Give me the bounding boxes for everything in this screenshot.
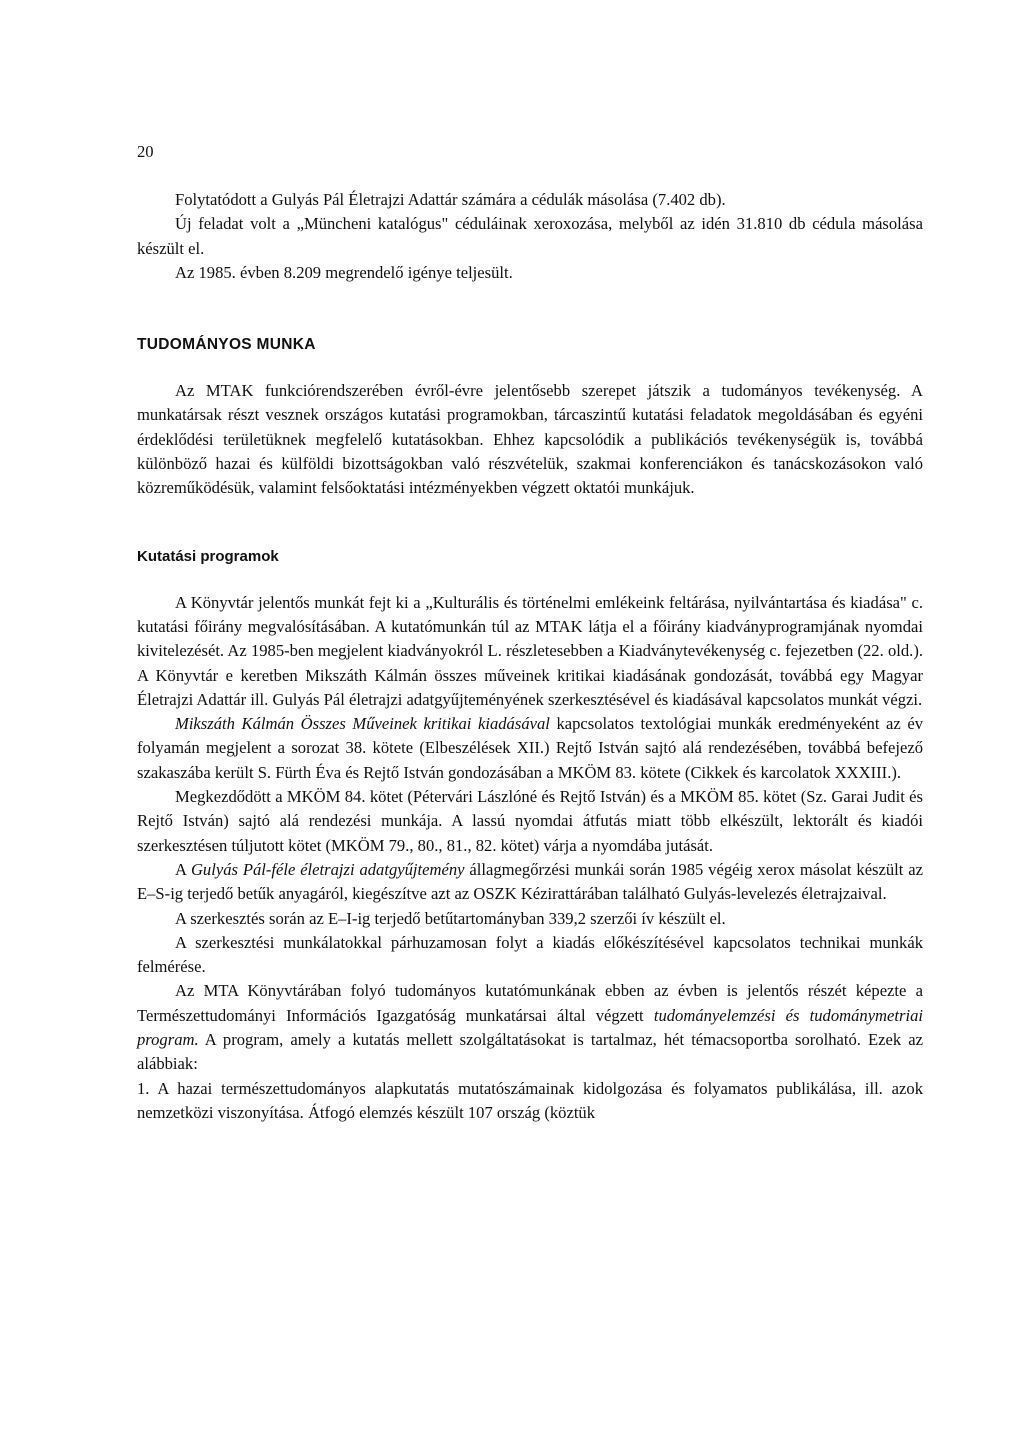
page-number: 20 xyxy=(137,142,154,161)
intro-paragraph-2: Új feladat volt a „Müncheni katalógus" céduláinak xeroxozása, melyből az idén 31.810 db cédula másolása készült el. xyxy=(137,214,923,258)
spacer xyxy=(137,357,923,379)
kutatasi-paragraph-6: A szerkesztési munkálatokkal párhuzamosan folyt a kiadás előkészítésével kapcsolatos technikai munkák felmérése. xyxy=(137,932,923,977)
spacer xyxy=(137,569,923,591)
kutatasi-section xyxy=(137,591,923,1126)
list-item-1: 1. A hazai természettudományos alapkutatás mutatószámainak kidolgozása és folyamatos publikálása, ill. azok nemzetközi viszonyítása. Átfogó elemzés készült 107 ország (köztük xyxy=(137,1078,923,1122)
page-body xyxy=(137,140,923,1125)
kutatasi-paragraph-3: Megkezdődött a MKÖM 84. kötet (Pétervári Lászlóné és Rejtő István) és a MKÖM 85. kötet (Sz. Garai Judit és Rejtő István) sajtó alá rendezési munkája. A lassú nyomdai átfutás miatt több elkészült, lektorált és kiadói szerkesztésen túljutott kötet (MKÖM 79., 80., 81., 82. kötet) várja a nyomdába jutását. xyxy=(137,787,923,855)
paragraph-text: A xyxy=(175,859,191,879)
intro-paragraph-3: Az 1985. évben 8.209 megrendelő igénye teljesült. xyxy=(175,262,513,282)
section-heading-tudomanyos-munka: TUDOMÁNYOS MUNKA xyxy=(137,336,316,354)
intro-paragraph-1: Folytatódott a Gulyás Pál Életrajzi Adattár számára a cédulák másolása (7.402 db). xyxy=(175,190,726,209)
italic-program-name: tudományelemzési és tudománymetriai program. xyxy=(137,1005,923,1050)
tudomanyos-paragraph: Az MTAK funkciórendszerében évről-évre jelentősebb szerepet játszik a tudományos tevékenység. A munkatársak részt vesznek országos kutatási programokban, tárcaszintű kutatási feladatok megoldásában és egyéni érdeklődési területüknek megfelelő kutatásokban. Ehhez kapcsolódik a publikációs tevékenységük is, továbbá különböző hazai és külföldi bizottságokban való részvételük, szakmai konferenciákon és tanácskozásokon való közreműködésük, valamint felsőoktatási intézményekben végzett oktatói munkájuk. xyxy=(137,381,923,498)
paragraph-text: állagmegőrzési munkái során 1985 végéig xerox másolat készült az E–S-ig terjedő betűk anyagáról, kiegészítve azt az OSZK Kézirattárában található Gulyás-levelezés életrajzaival. xyxy=(137,859,923,904)
paragraph-text: Az MTA Könyvtárában folyó tudományos kutatómunkának ebben az évben is jelentős részét képezte a Természettudományi Információs Igazgatóság munkatársai által végzett xyxy=(137,981,923,1025)
kutatasi-paragraph-1: A Könyvtár jelentős munkát fejt ki a „Kulturális és történelmi emlékeink feltárása, nyilvántartása és kiadása" c. kutatási főirány megvalósításában. A kutatómunkán túl az MTAK látja el a főirány kiadványprogramjának nyomdai kivitelezését. Az 1985-ben megjelent kiadványokról L. részletesebben a Kiadványtevékenység c. fejezetben (22. old.). A Könyvtár e keretben Mikszáth Kálmán összes műveinek kritikai kiadásának gondozását, továbbá egy Magyar Életrajzi Adattár ill. Gulyás Pál életrajzi adatgyűjteményének szerkesztésével és kiadásával kapcsolatos munkát végzi. xyxy=(137,592,923,709)
kutatasi-paragraph-2 xyxy=(137,712,923,785)
spacer xyxy=(137,285,923,333)
spacer xyxy=(137,501,923,545)
kutatasi-paragraph-7 xyxy=(137,979,923,1076)
kutatasi-paragraph-4 xyxy=(137,858,923,907)
subheading-kutatasi-programok: Kutatási programok xyxy=(137,547,279,565)
italic-title-mikszath: Mikszáth Kálmán Összes Műveinek kritikai kiadásával xyxy=(175,714,550,734)
italic-title-gulyas: Gulyás Pál-féle életrajzi adatgyűjtemény xyxy=(190,859,465,879)
paragraph-text: A program, amely a kutatás mellett szolgáltatásokat is tartalmaz, hét témacsoportba sorolható. Ezek az alábbiak: xyxy=(137,1030,923,1074)
intro-section xyxy=(137,188,923,285)
kutatasi-paragraph-5: A szerkesztés során az E–I-ig terjedő betűtartományban 339,2 szerzői ív készült el. xyxy=(175,908,726,928)
top-spacer xyxy=(137,140,923,188)
paragraph-text: kapcsolatos textológiai munkák eredményeként az év folyamán megjelent a sorozat 38. kötete (Elbeszélések XII.) Rejtő István sajtó alá rendezésében, továbbá befejező szakaszába került S. Fürth Éva és Rejtő István gondozásában a MKÖM 83. kötete (Cikkek és karcolatok XXXIII.). xyxy=(137,714,923,782)
